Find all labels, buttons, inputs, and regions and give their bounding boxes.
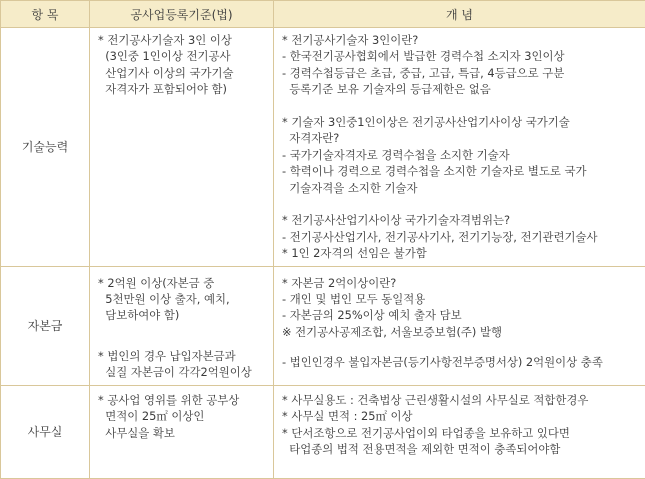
text-line: - 법인인경우 불입자본금(등기사항전부증명서상) 2억원이상 충족 [282,354,639,370]
criteria-cell [90,385,274,478]
text-line: - 전기공사산업기사, 전기공사기사, 전기기능장, 전기관련기술사 [282,229,639,245]
table-row [1,385,645,478]
text-line: ※ 전기공사공제조합, 서울보증보험(주) 발행 [282,324,639,340]
criteria-cell [90,28,274,267]
header-category: 항 목 [1,1,90,28]
text-line: * 사무실 면적 : 25㎡ 이상 [282,408,639,424]
text-line: - 개인 및 법인 모두 동일적용 [282,291,639,307]
concept-cell [274,266,645,385]
concept-cell [274,385,645,478]
text-line: 사무실을 확보 [98,425,267,441]
text-line: * 2억원 이상(자본금 중 [98,275,267,291]
text-line: * 기술자 3인중1인이상은 전기공사산업기사이상 국가기술 [282,114,639,130]
text-line: 자격자란? [282,130,639,146]
text-line: * 1인 2자격의 선임은 불가함 [282,245,639,261]
text-line: * 전기공사기술자 3인 이상 [98,32,267,48]
table-row [1,28,645,267]
header-criteria: 공사업등록기준(법) [90,1,274,28]
text-line: 타업종의 법적 전용면적을 제외한 면적이 충족되어야함 [282,441,639,457]
text-line: * 자본금 2억이상이란? [282,275,639,291]
text-line: - 자본금의 25%이상 예치 출자 담보 [282,307,639,323]
text-line: 5천만원 이상 출자, 예치, [98,291,267,307]
category-cell: 자본금 [1,266,90,385]
text-line: 등록기준 보유 기술자의 등급제한은 없음 [282,81,639,97]
table-header-row [1,1,645,28]
text-line: 자격자가 포함되어야 함) [98,81,267,97]
text-line: * 공사업 영위를 위한 공부상 [98,392,267,408]
text-line: * 전기공사산업기사이상 국가기술자격범위는? [282,212,639,228]
text-line: 담보하여야 함) [98,307,267,323]
category-cell: 기술능력 [1,28,90,267]
text-line: 면적이 25㎡ 이상인 [98,408,267,424]
text-line: * 법인의 경우 납입자본금과 [98,348,267,364]
text-line: (3인중 1인이상 전기공사 [98,48,267,64]
text-line: * 단서조항으로 전기공사업이외 타업종을 보유하고 있다면 [282,425,639,441]
text-line: 산업기사 이상의 국가기술 [98,65,267,81]
text-line: 기술자격을 소지한 기술자 [282,180,639,196]
text-line: * 전기공사기술자 3인이란? [282,32,639,48]
text-line: * 사무실용도 : 건축법상 근린생활시설의 사무실로 적합한경우 [282,392,639,408]
header-concept: 개 념 [274,1,645,28]
text-line: - 경력수첩등급은 초급, 중급, 고급, 특급, 4등급으로 구분 [282,65,639,81]
criteria-cell [90,266,274,385]
text-line: - 학력이나 경력으로 경력수첩을 소지한 기술자로 별도로 국가 [282,163,639,179]
text-line: 실질 자본금이 각각2억원이상 [98,364,267,380]
table-row [1,266,645,385]
category-cell: 사무실 [1,385,90,478]
text-line: - 국가기술자격자로 경력수첩을 소지한 기술자 [282,147,639,163]
text-line: - 한국전기공사협회에서 발급한 경력수첩 소지자 3인이상 [282,48,639,64]
concept-cell [274,28,645,267]
